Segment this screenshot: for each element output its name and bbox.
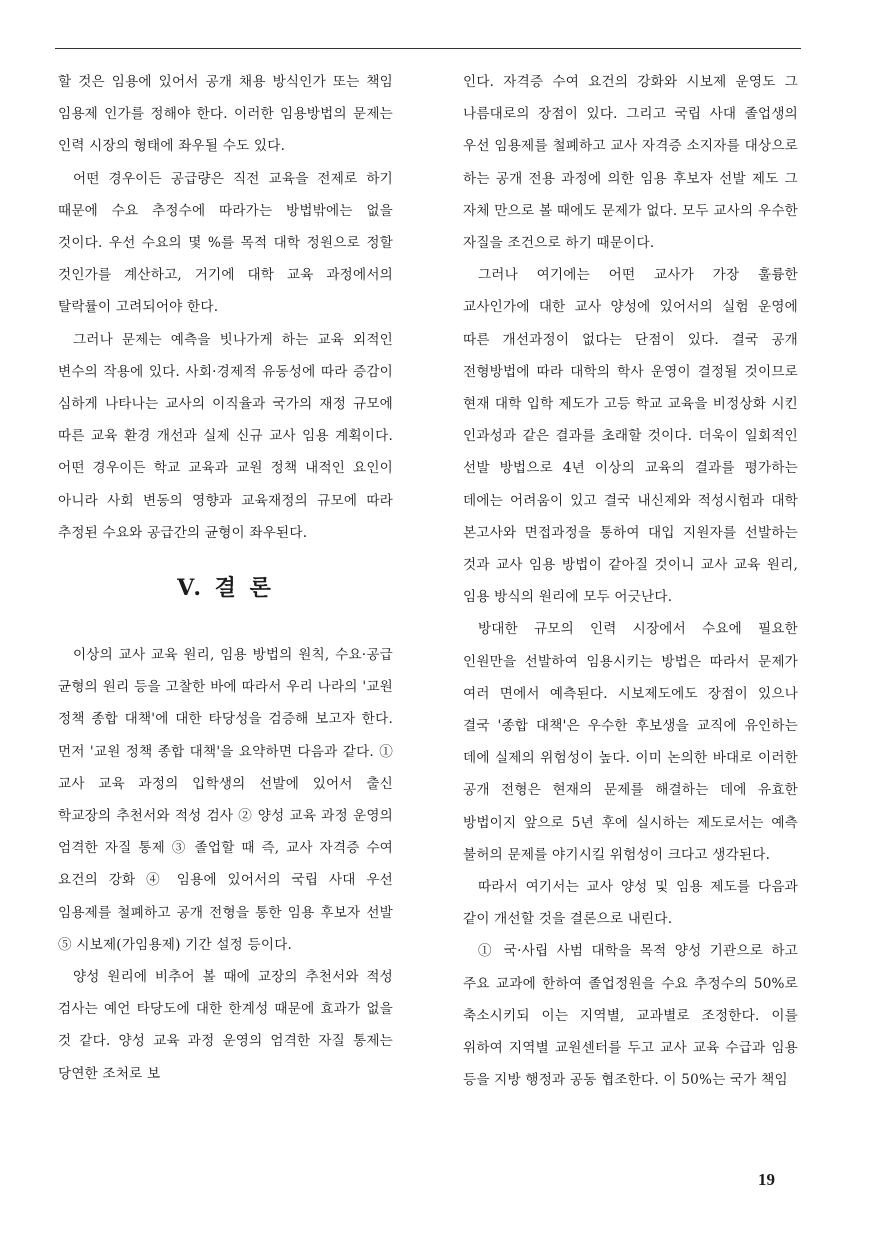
paragraph: ① 국·사립 사범 대학을 목적 양성 기관으로 하고 주요 교과에 한하여 졸업정원을 수요 추정수의 50%로 축소시키되 이는 지역별, 교과별로 조정한다. 이를 위하여 지역별 교원센터를 두고 교사 교육 수급과 임용 등을 지방 행정과 공동 협조한다. 이 50%는 국가 책임 (463, 943, 798, 1089)
right-column (463, 66, 798, 1097)
paragraph-continuation: 인다. 자격증 수여 요건의 강화와 시보제 운영도 그 나름대로의 장점이 있다. 그리고 국립 사대 졸업생의 우선 임용제를 철폐하고 교사 자격증 소지자를 대상으로 하는 공개 전용 과정에 의한 임용 후보자 선발 제도 그 자체 만으로 볼 때에도 문제가 없다. 모두 교사의 우수한 자질을 조건으로 하기 때문이다. (463, 74, 798, 252)
paragraph: 이상의 교사 교육 원리, 임용 방법의 원칙, 수요·공급 균형의 원리 등을 고찰한 바에 따라서 우리 나라의 '교원 정책 종합 대책'에 대한 타당성을 검증해 보고자 한다. 먼저 '교원 정책 종합 대책'을 요약하면 다음과 같다. ① 교사 교육 과정의 입학생의 선발에 있어서 출신 학교장의 추천서와 적성 검사 ② 양성 교육 과정 운영의 엄격한 자질 통제 ③ 졸업할 때 즉, 교사 자격증 수여 요건의 강화 ④ 임용에 있어서의 국립 사대 우선 임용제를 철폐하고 공개 전형을 통한 임용 후보자 선발 ⑤ 시보제(가임용제) 기간 설정 등이다. (58, 647, 393, 953)
paragraph-continuation: 할 것은 임용에 있어서 공개 채용 방식인가 또는 책임 임용제 인가를 정해야 한다. 이러한 임용방법의 문제는 인력 시장의 형태에 좌우될 수도 있다. (58, 74, 393, 155)
paragraph: 어떤 경우이든 공급량은 직전 교육을 전제로 하기 때문에 수요 추정수에 따라가는 방법밖에는 없을 것이다. 우선 수요의 몇 %를 목적 대학 정원으로 정할 것인가를 계산하고, 거기에 대학 교육 과정에서의 탈락률이 고려되어야 한다. (58, 170, 393, 316)
paragraph: 그러나 여기에는 어떤 교사가 가장 훌륭한 교사인가에 대한 교사 양성에 있어서의 실험 운영에 따른 개선과정이 없다는 단점이 있다. 결국 공개 전형방법에 따라 대학의 학사 운영이 결정될 것이므로 현재 대학 입학 제도가 고등 학교 교육을 비정상화 시킨 인과성과 같은 결과를 초래할 것이다. 더욱이 일회적인 선발 방법으로 4년 이상의 교육의 결과를 평가하는 데에는 어려움이 있고 결국 내신제와 적성시험과 대학 본고사와 면접과정을 통하여 대입 지원자를 선발하는 것과 교사 임용 방법이 같아질 것이니 교사 교육 원리, 임용 방식의 원리에 모두 어긋난다. (463, 267, 798, 606)
paragraph: 그러나 문제는 예측을 빗나가게 하는 교육 외적인 변수의 작용에 있다. 사회·경제적 유동성에 따라 증감이 심하게 나타나는 교사의 이직율과 국가의 재정 규모에 따른 교육 환경 개선과 실제 신규 교사 임용 계획이다. 어떤 경우이든 학교 교육과 교원 정책 내적인 요인이 아니라 사회 변동의 영향과 교육재정의 규모에 따라 추정된 수요와 공급간의 균형이 좌우된다. (58, 331, 393, 541)
paragraph: 양성 원리에 비추어 볼 때에 교장의 추천서와 적성 검사는 예언 타당도에 대한 한계성 때문에 효과가 없을 것 같다. 양성 교육 과정 운영의 엄격한 자질 통제는 당연한 조처로 보 (58, 969, 393, 1082)
left-column (58, 66, 393, 1090)
page-number: 19 (758, 1170, 775, 1189)
header-rule (55, 48, 801, 49)
section-heading: V. 결 론 (177, 575, 274, 602)
paragraph: 따라서 여기서는 교사 양성 및 임용 제도를 다음과 같이 개선할 것을 결론으로 내린다. (463, 879, 798, 928)
paragraph: 방대한 규모의 인력 시장에서 수요에 필요한 인원만을 선발하여 임용시키는 방법은 따라서 문제가 여러 면에서 예측된다. 시보제도에도 장점이 있으나 결국 '종합 대책'은 우수한 후보생을 교직에 유인하는 데에 실제의 위험성이 높다. 이미 논의한 바대로 이러한 공개 전형은 현재의 문제를 해결하는 데에 유효한 방법이지 앞으로 5년 후에 실시하는 제도로서는 예측 불허의 문제를 야기시킬 위험성이 크다고 생각된다. (463, 621, 798, 863)
